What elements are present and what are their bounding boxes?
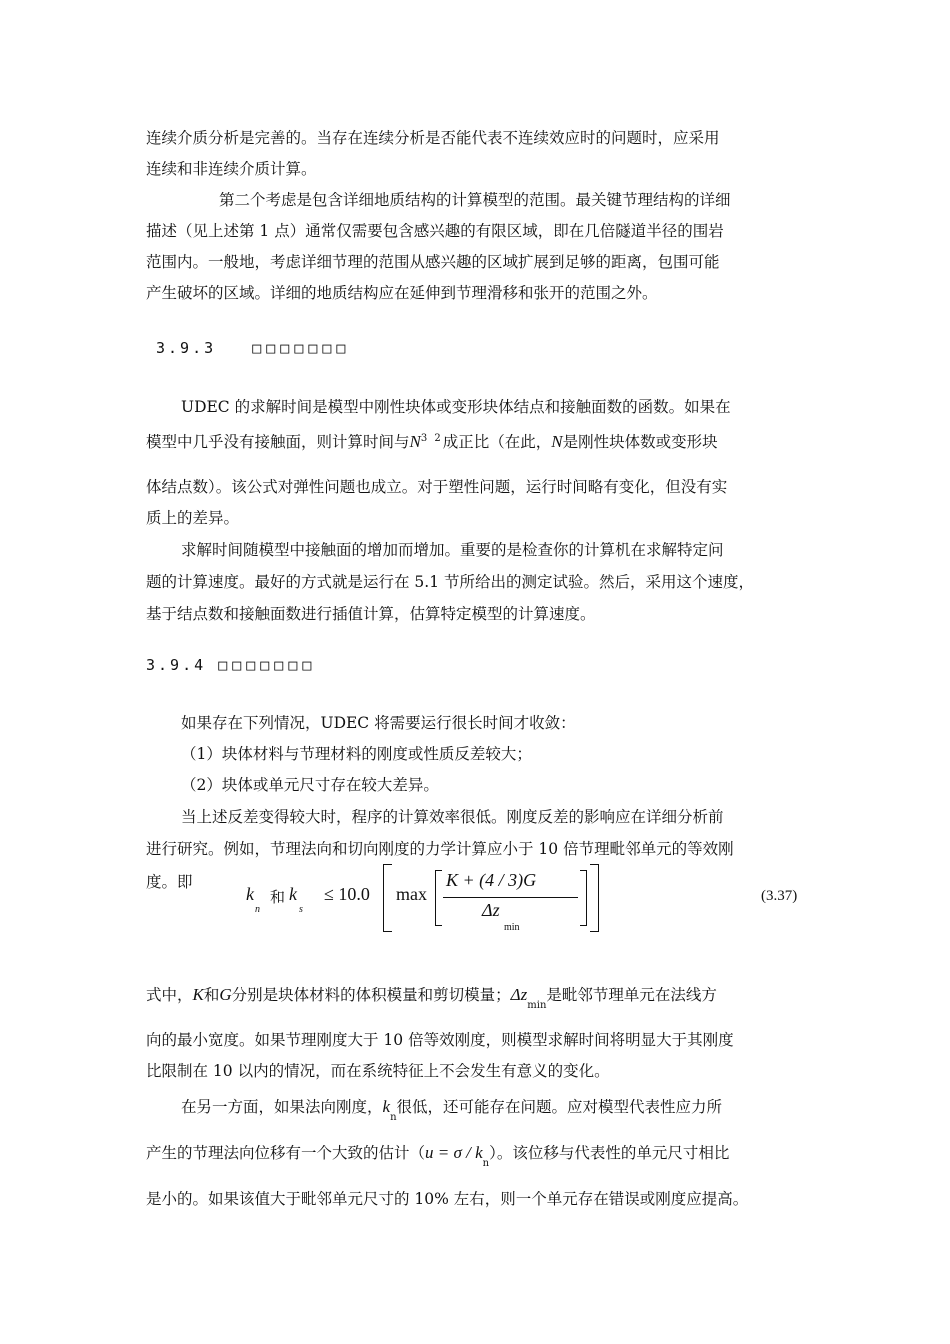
right-bracket (590, 864, 599, 932)
para8-text-a: 在另一方面，如果法向刚度， (181, 1098, 383, 1116)
fraction-bar (443, 897, 578, 898)
formula-den-sub: min (504, 922, 520, 933)
para8-text-c: 产生的节理法向位移有一个大致的估计（ (146, 1144, 426, 1162)
inner-left-bracket (435, 870, 442, 926)
para5-list-item-2: （2）块体或单元尺寸存在较大差异。 (181, 776, 439, 794)
para8-line1 (181, 1097, 723, 1123)
para7-text-a: 式中， (146, 986, 193, 1004)
formula-denominator: Δz (482, 900, 500, 920)
exponent-3-2: 3 2 (420, 433, 443, 444)
para1-line1: 连续介质分析是完善的。当存在连续分析是否能代表不连续效应时的问题时，应采用 (146, 129, 720, 147)
left-bracket (383, 864, 392, 932)
para3-line2-c: 是刚性块体数或变形块 (562, 433, 718, 451)
equation-number: (3.37) (761, 888, 798, 904)
section-title-glyphs: □□□□□□□ (218, 656, 317, 674)
section-title-glyphs: □□□□□□□ (252, 339, 351, 357)
para2-line4: 产生破坏的区域。详细的地质结构应在延伸到节理滑移和张开的范围之外。 (146, 284, 658, 302)
formula-max: max (396, 884, 427, 904)
symbol-kn: k (382, 1097, 391, 1116)
symbol-dz: Δz (510, 985, 528, 1004)
para4-line1: 求解时间随模型中接触面的增加而增加。重要的是检查你的计算机在求解特定问 (181, 541, 724, 559)
para7-line1 (146, 985, 717, 1011)
section-number: 3.9.3 (156, 339, 217, 357)
expression-u: u = σ / k (425, 1143, 483, 1162)
para2-line3: 范围内。一般地，考虑详细节理的范围从感兴趣的区域扩展到足够的距离，包围可能 (146, 253, 720, 271)
para7-text-b: 和 (203, 986, 220, 1004)
para4-line2: 题的计算速度。最好的方式就是运行在 5.1 节所给出的测定试验。然后，采用这个速度， (146, 573, 755, 591)
symbol-G: G (219, 985, 232, 1004)
para7-line3: 比限制在 10 以内的情况，而在系统特征上不会发生有意义的变化。 (146, 1062, 610, 1080)
u-sub: n (482, 1158, 490, 1169)
para7-text-c: 分别是块体材料的体积模量和剪切模量； (231, 986, 511, 1004)
para4-line3: 基于结点数和接触面数进行插值计算，估算特定模型的计算速度。 (146, 605, 596, 623)
para7-text-d: 是毗邻节理单元在法线方 (546, 986, 717, 1004)
para6-line2: 进行研究。例如，节理法向和切向刚度的力学计算应小于 10 倍节理毗邻单元的等效刚 (146, 840, 734, 858)
para8-line2 (146, 1143, 730, 1169)
para2-line1: 第二个考虑是包含详细地质结构的计算模型的范围。最关键节理结构的详细 (219, 191, 731, 209)
para6-line1: 当上述反差变得较大时，程序的计算效率很低。刚度反差的影响应在详细分析前 (181, 808, 724, 826)
para3-line1: UDEC 的求解时间是模型中刚性块体或变形块体结点和接触面数的函数。如果在 (181, 398, 731, 416)
para5-line1: 如果存在下列情况，UDEC 将需要运行很长时间才收敛： (181, 714, 576, 732)
para8-line3: 是小的。如果该值大于毗邻单元尺寸的 10% 左右，则一个单元存在错误或刚度应提高。 (146, 1190, 749, 1208)
section-heading-3-9-3 (156, 339, 350, 357)
dz-sub: min (527, 1000, 547, 1011)
formula-le: ≤ 10.0 (324, 884, 370, 904)
section-heading-3-9-4 (146, 656, 316, 674)
para8-text-d: ）。该位移与代表性的单元尺寸相比 (489, 1144, 730, 1162)
kn-sub: n (390, 1112, 397, 1123)
formula-kn-sub: n (255, 904, 260, 915)
symbol-N-2: N (551, 432, 563, 451)
formula-kn: k (246, 884, 254, 904)
para3-line3: 体结点数）。该公式对弹性问题也成立。对于塑性问题，运行时间略有变化，但没有实 (146, 478, 728, 496)
formula-numerator: K + (4 / 3)G (446, 870, 537, 890)
inner-right-bracket (580, 870, 587, 926)
para7-line2: 向的最小宽度。如果节理刚度大于 10 倍等效刚度，则模型求解时间将明显大于其刚度 (146, 1031, 734, 1049)
equation-3-37 (246, 868, 806, 978)
para1-line2: 连续和非连续介质计算。 (146, 160, 317, 178)
para3-line2-b: 成正比（在此， (442, 433, 552, 451)
symbol-K: K (192, 985, 204, 1004)
para6-line3: 度。即 (146, 873, 193, 891)
para5-list-item-1: （1）块体材料与节理材料的刚度或性质反差较大； (181, 745, 532, 763)
para3-line2 (146, 432, 718, 455)
para3-line2-a: 模型中几乎没有接触面，则计算时间与 (146, 433, 410, 451)
formula-and: 和 (270, 888, 286, 906)
formula-ks-sub: s (299, 904, 303, 915)
para8-text-b: 很低，还可能存在问题。应对模型代表性应力所 (396, 1098, 723, 1116)
section-number: 3.9.4 (146, 656, 207, 674)
formula-ks: k (289, 884, 297, 904)
para2-line2: 描述（见上述第 1 点）通常仅需要包含感兴趣的有限区域，即在几倍隧道半径的围岩 (146, 222, 724, 240)
symbol-N: N (409, 432, 421, 451)
para3-line4: 质上的差异。 (146, 509, 240, 527)
